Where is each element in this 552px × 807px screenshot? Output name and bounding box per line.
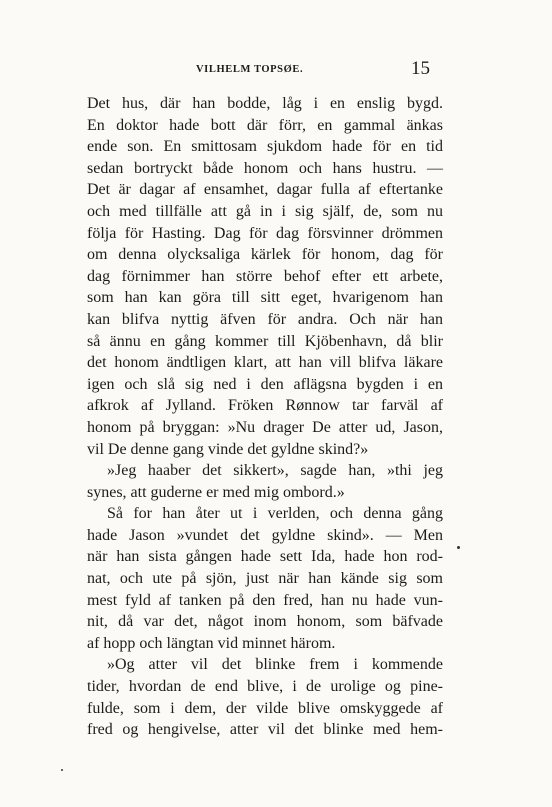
text-line: igen och slå sig ned i den aflägsna bygden i en xyxy=(87,375,443,393)
text-line: »Jeg haaber det sikkert», sagde han, »thi jeg xyxy=(107,462,443,480)
text-line: och med tillfälle att gå in i sig själf, de, som nu xyxy=(87,202,443,220)
text-line: Så for han åter ut i verlden, och denna gång xyxy=(107,505,443,523)
body-text xyxy=(87,93,443,741)
margin-speck xyxy=(61,769,63,771)
text-line: om denna olycksaliga kärlek för honom, dag för xyxy=(87,246,443,264)
text-line: mest fyld af tanken på den fred, han nu hade vun- xyxy=(87,591,443,609)
text-line: sedan bortryckt både honom och hans hustru. — xyxy=(87,159,443,177)
text-line: honom på bryggan: »Nu drager De atter ud, Jason, xyxy=(87,418,443,436)
text-line: fulde, som i dem, der vilde blive omskyggede af xyxy=(87,699,443,717)
page-header xyxy=(86,58,430,82)
text-line: så ännu en gång kommer till Kjöbenhavn, då blir xyxy=(87,332,443,350)
running-head: VILHELM TOPSØE. xyxy=(196,64,304,75)
text-line: nit, då var det, något inom honom, som bäfvade xyxy=(87,613,443,631)
text-line: vil De denne gang vinde det gyldne skind?» xyxy=(87,440,369,458)
text-line: Det hus, där han bodde, låg i en enslig bygd. xyxy=(87,95,443,112)
page-number: 15 xyxy=(411,58,430,79)
text-line: afkrok af Jylland. Fröken Rønnow tar farväl af xyxy=(87,397,443,415)
text-line: »Og atter vil det blinke frem i kommende xyxy=(107,656,443,674)
text-line: Det är dagar af ensamhet, dagar fulla af eftertanke xyxy=(87,181,443,199)
text-line: det honom ändtligen klart, att han vill blifva läkare xyxy=(87,354,443,372)
text-line: En doktor hade bott där förr, en gammal änkas xyxy=(87,116,443,134)
text-line: nat, och ute på sjön, just när han kände sig som xyxy=(87,570,443,588)
text-line: tider, hvordan de end blive, i de urolige og pine- xyxy=(87,678,443,696)
text-line: när han sista gången hade sett Ida, hade hon rod- xyxy=(87,548,443,566)
text-line: dag förnimmer han större behof efter ett arbete, xyxy=(87,267,443,285)
text-line: fred og hengivelse, atter vil det blinke med hem- xyxy=(87,721,443,739)
text-line: af hopp och längtan vid minnet härom. xyxy=(87,634,336,652)
text-line: ende son. En smittosam sjukdom hade för en tid xyxy=(87,138,443,156)
text-line: kan blifva nyttig äfven för andra. Och när han xyxy=(87,310,443,328)
text-line: synes, att guderne er med mig ombord.» xyxy=(87,483,345,501)
text-line: hade Jason »vundet det gyldne skind». — Men xyxy=(87,526,443,544)
margin-speck xyxy=(457,546,460,549)
text-line: följa för Hasting. Dag för dag försvinner drömmen xyxy=(87,224,443,242)
text-line: som han kan göra till sitt eget, hvarigenom han xyxy=(87,289,443,307)
